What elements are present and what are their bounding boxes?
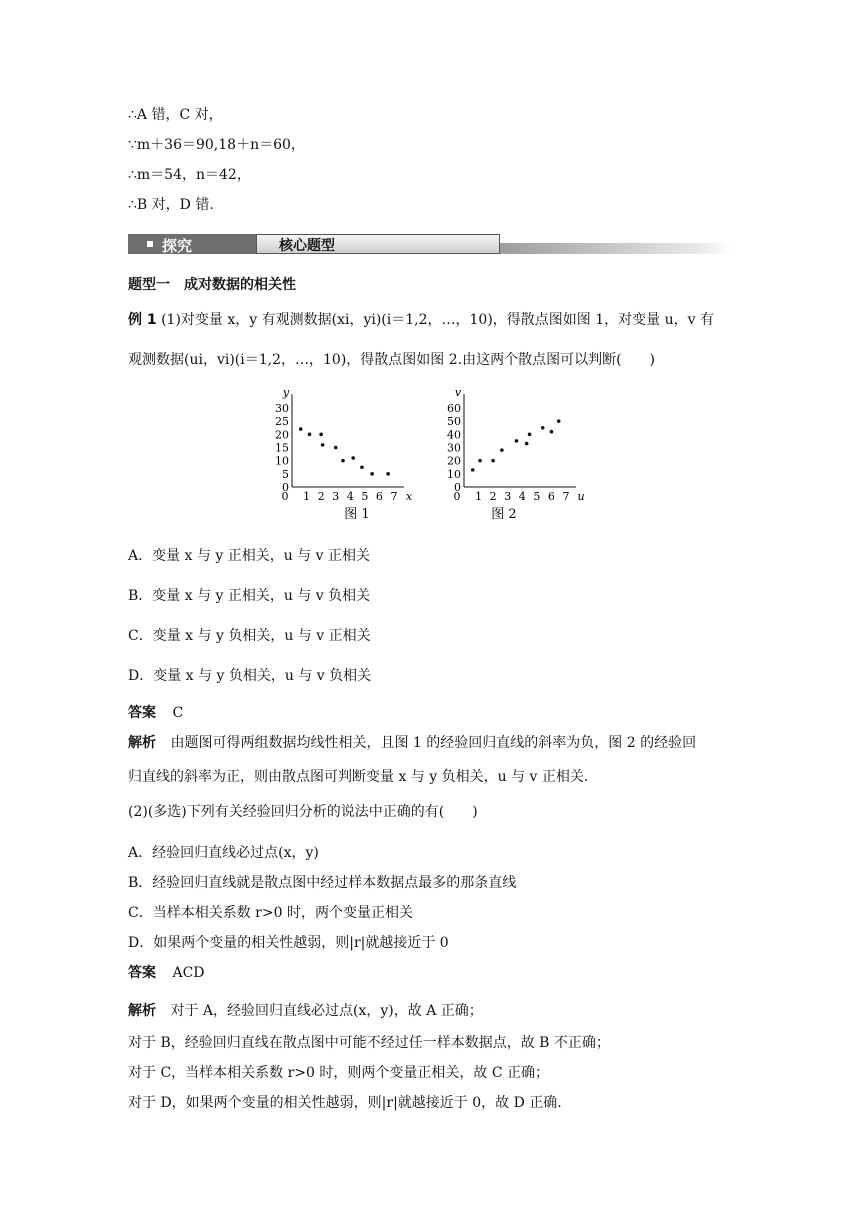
x-tick-label: 6 xyxy=(375,490,383,503)
data-point xyxy=(525,442,529,446)
answer-value: C xyxy=(172,705,184,721)
bullet-square-icon xyxy=(147,241,153,247)
y-tick-label: 20 xyxy=(447,454,461,468)
example-label: 例 1 xyxy=(128,312,157,328)
figure-caption: 图 1 xyxy=(344,507,370,520)
y-tick-label: 20 xyxy=(275,428,289,442)
text-line: ∴A 错，C 对， xyxy=(128,107,223,123)
y-tick-label: 40 xyxy=(447,428,461,442)
y-tick-label: 15 xyxy=(275,441,289,455)
x-tick-label: 5 xyxy=(533,490,541,503)
x-tick-label: 0 xyxy=(281,490,289,503)
data-point xyxy=(351,456,355,460)
analysis-text: 对于 A，经验回归直线必过点(x，y)，故 A 正确； xyxy=(170,1003,483,1019)
answer-line-2 xyxy=(128,964,205,982)
analysis-line: 对于 B，经验回归直线在散点图中可能不经过任一样本数据点，故 B 不正确； xyxy=(128,1035,610,1051)
option-a: A．变量 x 与 y 正相关，u 与 v 正相关 xyxy=(128,548,370,564)
data-point xyxy=(500,448,504,452)
data-point xyxy=(471,468,475,472)
data-point xyxy=(308,433,312,437)
analysis-line xyxy=(128,734,696,752)
example-line-2: 观测数据(ui，vi)(i＝1,2，…，10)，得散点图如图 2.由这两个散点图可以判断( ) xyxy=(128,352,656,368)
scatter-figure-2 xyxy=(442,380,602,520)
x-tick-label: 1 xyxy=(475,490,483,503)
x-axis-name: x xyxy=(405,490,413,503)
section-heading: 题型一 成对数据的相关性 xyxy=(128,277,296,293)
data-point xyxy=(478,459,482,463)
data-point xyxy=(550,430,554,434)
section-bar-right-label: 核心题型 xyxy=(279,238,335,254)
q2-option-c: C．当样本相关系数 r>0 时，两个变量正相关 xyxy=(128,905,413,921)
y-axis-name: v xyxy=(454,386,462,399)
example-line-1 xyxy=(128,311,714,329)
q2-option-d: D．如果两个变量的相关性越弱，则|r|就越接近于 0 xyxy=(128,935,449,951)
y-tick-label: 0 xyxy=(454,481,461,494)
data-point xyxy=(299,427,303,431)
data-point xyxy=(341,459,345,463)
data-point xyxy=(515,439,519,443)
x-tick-label: 4 xyxy=(346,490,354,503)
data-point xyxy=(557,419,561,423)
question-2-stem: (2)(多选)下列有关经验回归分析的说法中正确的有( ) xyxy=(128,804,478,820)
scatter-figure-1 xyxy=(270,380,430,520)
data-point xyxy=(334,446,338,450)
y-tick-label: 5 xyxy=(282,467,289,481)
analysis-label: 解析 xyxy=(128,735,156,751)
answer-label: 答案 xyxy=(128,705,156,721)
option-c: C．变量 x 与 y 负相关，u 与 v 正相关 xyxy=(128,628,371,644)
option-b: B．变量 x 与 y 正相关，u 与 v 负相关 xyxy=(128,588,371,604)
x-tick-label: 7 xyxy=(562,490,570,503)
data-point xyxy=(321,443,325,447)
x-tick-label: 5 xyxy=(361,490,369,503)
data-point xyxy=(370,472,374,476)
x-tick-label: 2 xyxy=(317,490,325,503)
analysis-label: 解析 xyxy=(128,1003,156,1019)
x-tick-label: 7 xyxy=(390,490,398,503)
text-line: ∵m＋36＝90,18＋n＝60， xyxy=(128,137,305,153)
y-tick-label: 25 xyxy=(275,415,289,429)
data-point xyxy=(386,472,390,476)
text-line: ∴B 对，D 错. xyxy=(128,197,214,213)
x-tick-label: 1 xyxy=(303,490,311,503)
x-tick-label: 3 xyxy=(332,490,340,503)
y-axis-name: y xyxy=(282,386,290,399)
section-bar-left-label: 探究 xyxy=(162,237,193,255)
analysis-line: 对于 C，当样本相关系数 r>0 时，则两个变量正相关，故 C 正确； xyxy=(128,1065,550,1081)
x-tick-label: 3 xyxy=(504,490,512,503)
y-tick-label: 60 xyxy=(447,402,461,415)
y-tick-label: 10 xyxy=(275,454,289,468)
q2-option-a: A．经验回归直线必过点(x，y) xyxy=(128,845,319,861)
answer-value: ACD xyxy=(172,965,205,981)
y-tick-label: 10 xyxy=(447,467,461,481)
y-tick-label: 30 xyxy=(447,441,461,455)
text-line: ∴m＝54，n＝42， xyxy=(128,167,251,183)
example-question-1: (1)对变量 x，y 有观测数据(xi，yi)(i＝1,2，…，10)，得散点图如图 1，对变量 u，v 有 xyxy=(161,312,714,328)
analysis-text: 由题图可得两组数据均线性相关，且图 1 的经验回归直线的斜率为负，图 2 的经验回 xyxy=(170,735,697,751)
analysis-line xyxy=(128,1002,483,1020)
q2-option-b: B．经验回归直线就是散点图中经过样本数据点最多的那条直线 xyxy=(128,875,517,891)
y-tick-label: 0 xyxy=(282,481,289,494)
x-tick-label: 0 xyxy=(453,490,461,503)
data-point xyxy=(319,433,323,437)
x-axis-name: u xyxy=(577,490,585,503)
figure-caption: 图 2 xyxy=(491,507,517,520)
section-bar-fade xyxy=(500,243,732,254)
analysis-line: 对于 D，如果两个变量的相关性越弱，则|r|就越接近于 0，故 D 正确. xyxy=(128,1095,562,1111)
x-tick-label: 4 xyxy=(518,490,526,503)
x-tick-label: 2 xyxy=(489,490,497,503)
option-d: D．变量 x 与 y 负相关，u 与 v 负相关 xyxy=(128,668,372,684)
analysis-line: 归直线的斜率为正，则由散点图可判断变量 x 与 y 负相关，u 与 v 正相关. xyxy=(128,769,589,785)
answer-label: 答案 xyxy=(128,965,156,981)
section-bar xyxy=(128,234,732,254)
data-point xyxy=(491,459,495,463)
y-tick-label: 30 xyxy=(275,402,289,415)
x-tick-label: 6 xyxy=(547,490,555,503)
answer-line-1 xyxy=(128,704,183,722)
data-point xyxy=(541,426,545,430)
data-point xyxy=(360,465,364,469)
y-tick-label: 50 xyxy=(447,415,461,429)
data-point xyxy=(528,433,532,437)
